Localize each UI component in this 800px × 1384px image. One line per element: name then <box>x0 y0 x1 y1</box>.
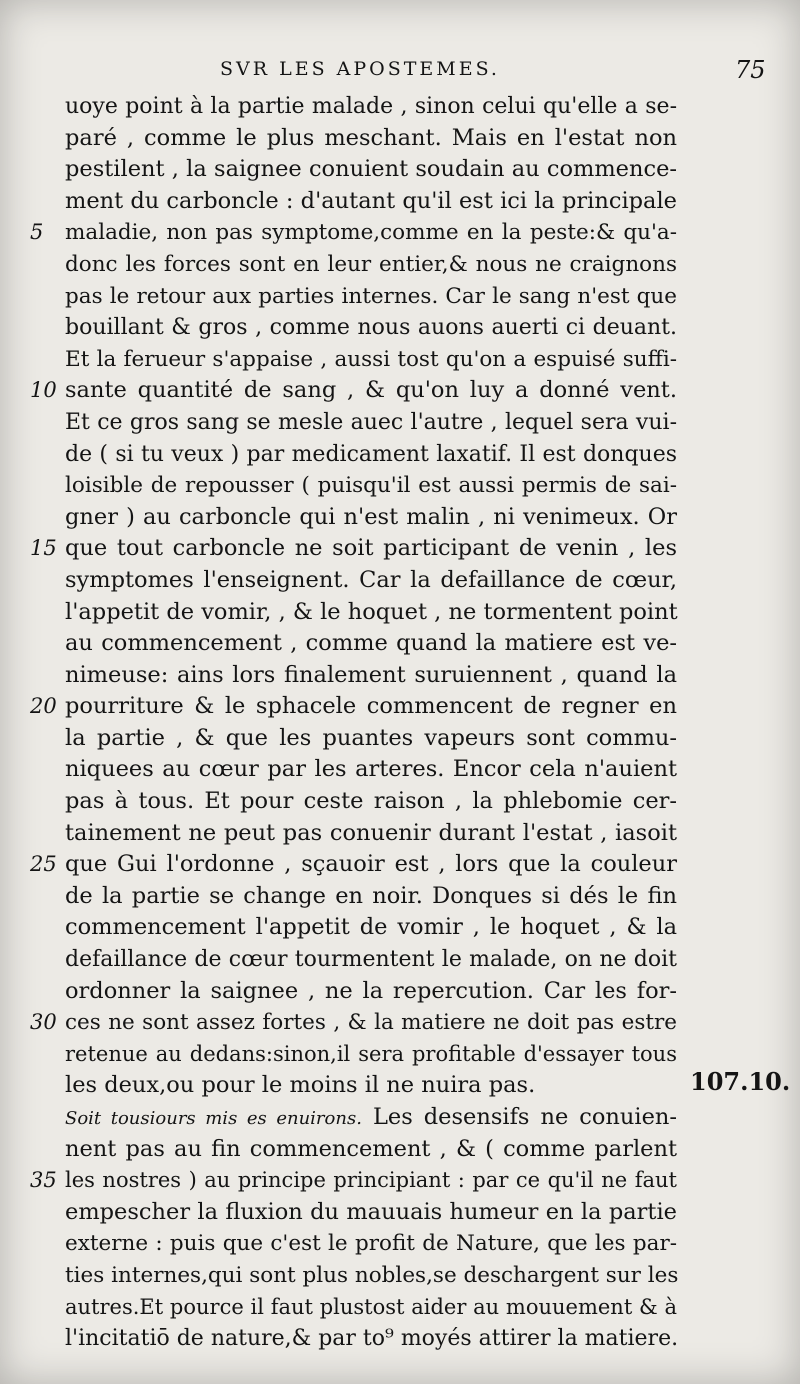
line-number: 30 <box>30 1010 57 1035</box>
text-line <box>65 786 677 818</box>
line-number: 10 <box>30 378 57 403</box>
line-text: tainement ne peut pas conuenir durant l'estat , iasoit <box>65 819 677 846</box>
text-line <box>65 881 677 913</box>
line-number: 25 <box>30 852 57 877</box>
text-line <box>65 186 677 218</box>
line-text: ces ne sont assez fortes , & la matiere ne doit pas estre <box>65 1010 677 1036</box>
running-head: SVR LES APOSTEMES. <box>220 58 500 80</box>
line-text: la partie , & que les puantes vapeurs sont commu- <box>65 724 677 751</box>
line-text: de la partie se change en noir. Donques si dés le fin <box>65 882 677 909</box>
line-text: ties internes,qui sont plus nobles,se deschargent sur les <box>65 1262 679 1288</box>
text-line <box>65 1102 677 1134</box>
line-text: defaillance de cœur tourmentent le malade, on ne doit <box>65 947 677 973</box>
text-line <box>65 912 677 944</box>
line-text: que tout carboncle ne soit participant de venin , les <box>65 535 677 562</box>
line-text: niquees au cœur par les arteres. Encor cela n'auient <box>65 756 677 783</box>
text-line <box>65 312 677 344</box>
text-line <box>30 217 677 249</box>
text-line <box>65 754 677 786</box>
text-line <box>65 1260 677 1292</box>
text-line <box>65 818 677 850</box>
line-text: commencement l'appetit de vomir , le hoquet , & la <box>65 914 677 941</box>
text-line <box>30 375 677 407</box>
line-text: l'appetit de vomir, , & le hoquet , ne tormentent point <box>65 598 678 625</box>
text-line <box>65 597 677 629</box>
line-text: pas le retour aux parties internes. Car le sang n'est que <box>65 283 677 309</box>
text-line <box>65 470 677 502</box>
text-line <box>65 565 677 597</box>
text-line <box>65 628 677 660</box>
line-text: pas à tous. Et pour ceste raison , la phlebomie cer- <box>65 788 677 815</box>
text-line <box>65 1070 677 1102</box>
line-text: externe : puis que c'est le profit de Nature, que les par- <box>65 1231 677 1257</box>
line-text: gner ) au carboncle qui n'est malin , ni venimeux. Or <box>65 503 677 530</box>
line-text: Et ce gros sang se mesle auec l'autre , lequel sera vui- <box>65 409 677 435</box>
line-number: 5 <box>30 220 44 245</box>
line-number: 15 <box>30 536 57 561</box>
text-line <box>65 502 677 534</box>
text-line <box>65 1323 677 1355</box>
text-line <box>65 1292 677 1324</box>
line-text: Les desensifs ne conuien- <box>372 1104 678 1130</box>
line-text: uoye point à la partie malade , sinon celui qu'elle a se- <box>65 94 677 119</box>
line-text: ment du carboncle : d'autant qu'il est ici la principale <box>65 187 677 214</box>
text-line <box>65 281 677 313</box>
line-text: pourriture & le sphacele commencent de regner en <box>65 693 677 720</box>
text-line <box>30 1165 677 1197</box>
line-number: 35 <box>30 1168 57 1193</box>
line-text: les deux,ou pour le moins il ne nuira pas. <box>65 1072 536 1099</box>
text-line <box>65 944 677 976</box>
line-text: retenue au dedans:sinon,il sera profitable d'essayer tous <box>65 1041 677 1066</box>
line-text: paré , comme le plus meschant. Mais en l'estat non <box>65 124 677 151</box>
text-line <box>65 439 677 471</box>
page-number: 75 <box>735 56 766 84</box>
text-line <box>65 91 677 123</box>
line-text: bouillant & gros , comme nous auons auerti ci deuant. <box>65 315 677 341</box>
margin-reference: 107.10. <box>690 1067 791 1096</box>
text-line <box>30 533 677 565</box>
text-line <box>65 1134 677 1166</box>
line-text: pestilent , la saignee conuient soudain au commence- <box>65 156 677 183</box>
text-line <box>65 249 677 281</box>
rubric-phrase: Soit tousiours mis es enuirons. <box>65 1108 362 1129</box>
line-text: que Gui l'ordonne , sçauoir est , lors que la couleur <box>65 851 677 878</box>
text-line <box>65 976 677 1008</box>
line-text: loisible de repousser ( puisqu'il est aussi permis de sai- <box>65 473 677 499</box>
line-text: maladie, non pas symptome,comme en la peste:& qu'a- <box>65 220 677 246</box>
line-text: ordonner la saignee , ne la repercution. Car les for- <box>65 977 677 1004</box>
text-line <box>65 1197 677 1229</box>
line-text: sante quantité de sang , & qu'on luy a donné vent. <box>65 377 677 404</box>
line-text: les nostres ) au principe principiant : par ce qu'il ne faut <box>65 1168 677 1193</box>
text-line <box>65 1228 677 1260</box>
line-text: de ( si tu veux ) par medicament laxatif. Il est donques <box>65 441 677 467</box>
text-line <box>65 154 677 186</box>
text-line <box>65 123 677 155</box>
text-line <box>65 660 677 692</box>
text-line <box>65 1039 677 1071</box>
text-line <box>65 344 677 376</box>
line-text: symptomes l'enseignent. Car la defaillance de cœur, <box>65 566 677 593</box>
line-text: autres.Et pource il faut plustost aider au mouuement & à <box>65 1294 677 1319</box>
line-text: Et la ferueur s'appaise , aussi tost qu'on a espuisé suffi- <box>65 346 677 372</box>
text-line <box>30 1007 677 1039</box>
line-text: au commencement , comme quand la matiere est ve- <box>65 630 677 657</box>
line-text: donc les forces sont en leur entier,& nous ne craignons <box>65 251 677 277</box>
text-line <box>65 723 677 755</box>
line-number: 20 <box>30 694 57 719</box>
text-block <box>30 91 679 1355</box>
text-line <box>65 407 677 439</box>
text-line <box>30 849 677 881</box>
line-text: nimeuse: ains lors finalement suruiennent , quand la <box>65 661 677 688</box>
line-text: empescher la fluxion du mauuais humeur en la partie <box>65 1198 677 1225</box>
text-line <box>30 691 677 723</box>
line-text: nent pas au fin commencement , & ( comme parlent <box>65 1135 677 1162</box>
line-text: l'incitatiō de nature,& par to⁹ moyés attirer la matiere. <box>65 1326 679 1352</box>
